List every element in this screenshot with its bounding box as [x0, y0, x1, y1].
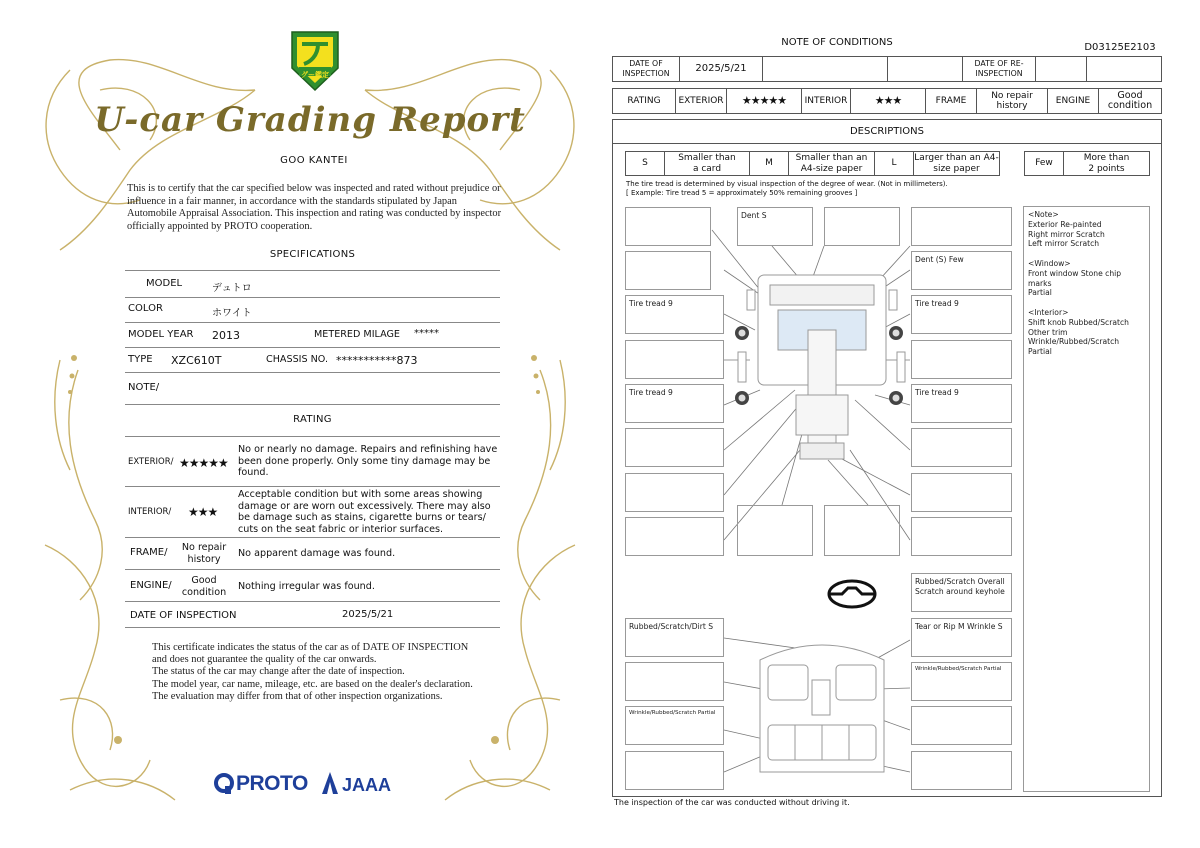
note-line: Wrinkle/Rubbed/Scratch: [1028, 337, 1120, 347]
legend-s-desc: Smaller than a card: [664, 151, 750, 176]
damage-box: [911, 340, 1012, 379]
tire-note-line: [ Example: Tire tread 5 = approximately 50% remaining grooves ]: [626, 189, 858, 197]
document-id: D03125E2103: [1084, 42, 1156, 53]
divider: [125, 347, 500, 348]
frame-value: No repair history: [976, 88, 1048, 114]
note-line: Right mirror Scratch: [1028, 229, 1105, 239]
damage-box: [911, 517, 1012, 556]
inspection-date-label: DATE OF INSPECTION: [130, 610, 237, 621]
damage-box-interior: Wrinkle/Rubbed/Scratch Partial: [625, 706, 724, 745]
divider: [125, 297, 500, 298]
damage-box: [625, 751, 724, 790]
disclaimer-line: The model year, car name, mileage, etc. are based on the dealer's declaration.: [152, 678, 473, 690]
badge-label: グー鑑定: [301, 71, 329, 79]
damage-box: [625, 662, 724, 701]
note-line: [1028, 249, 1145, 259]
damage-box-dent-few: Dent (S) Few: [911, 251, 1012, 290]
interior-stars: ★★★: [188, 505, 218, 519]
note-label: NOTE/: [128, 382, 160, 393]
engine-value: Good condition: [181, 575, 227, 598]
note-line: Other trim: [1028, 327, 1068, 337]
proto-logo: PROTO: [236, 772, 308, 795]
interior-stars: ★★★: [850, 88, 926, 114]
exterior-label: EXTERIOR: [675, 88, 727, 114]
damage-box: [911, 428, 1012, 467]
model-year-value: 2013: [212, 329, 240, 342]
frame-label: FRAME/: [130, 547, 168, 558]
damage-box-dent-s: Dent S: [737, 207, 813, 246]
brand-name: GOO KANTEI: [280, 155, 348, 166]
note-line: Shift knob Rubbed/Scratch: [1028, 317, 1129, 327]
interior-description: Acceptable condition but with some areas showing damage or are worn out excessively. There may also be damage such as stains, cigarette burns or tears/ cuts on the seat fabric or interior surfaces.: [238, 489, 491, 535]
legend-m: M: [749, 151, 789, 176]
engine-description: Nothing irregular was found.: [238, 581, 375, 592]
notes-list: [1023, 206, 1150, 792]
specifications-heading: SPECIFICATIONS: [269, 249, 356, 260]
frame-value: No repair history: [181, 542, 227, 565]
divider: [125, 322, 500, 323]
model-label: MODEL: [146, 278, 183, 289]
note-line: <Interior>: [1028, 307, 1069, 317]
legend-l: L: [874, 151, 914, 176]
damage-box: [737, 505, 813, 556]
divider: [125, 601, 500, 602]
note-line: <Note>: [1028, 210, 1059, 219]
damage-box-interior: Rubbed/Scratch/Dirt S: [625, 618, 724, 657]
divider: [125, 404, 500, 405]
type-value: XZC610T: [171, 354, 222, 367]
engine-label: ENGINE/: [130, 580, 172, 591]
chassis-label: CHASSIS NO.: [266, 354, 329, 365]
damage-box: [625, 473, 724, 512]
inspection-date-value: 2025/5/21: [342, 609, 394, 620]
note-line: [1028, 298, 1145, 308]
steering-wheel-icon: [829, 581, 875, 607]
note-line: Partial: [1028, 288, 1052, 298]
note-line: Left mirror Scratch: [1028, 239, 1100, 249]
frame-description: No apparent damage was found.: [238, 548, 396, 559]
damage-box-tire-fl: Tire tread 9: [625, 295, 724, 334]
note-line: Front window Stone chip marks: [1028, 268, 1122, 288]
report-title: U-car Grading Report: [94, 100, 526, 140]
model-year-label: MODEL YEAR: [128, 329, 194, 340]
note-of-conditions: [600, 0, 1200, 848]
proto-logo-icon: [213, 771, 237, 797]
model-value: デュトロ: [212, 283, 252, 294]
divider: [125, 486, 500, 487]
metered-milage-label: METERED MILAGE: [314, 329, 400, 340]
note-line: Exterior Re-painted: [1028, 219, 1102, 229]
interior-label: INTERIOR/: [128, 507, 172, 517]
note-line: Partial: [1028, 347, 1052, 357]
damage-box: [824, 207, 900, 246]
certification-statement: This is to certify that the car specified below was inspected and rated without prejudice or influence in a fair manner, in accordance with the standards stipulated by Japan Automobile Appraisal Association. This inspection and rating was conducted by inspector officially appointed by PROTO cooperation.: [127, 183, 502, 232]
damage-box-tire-rl: Tire tread 9: [625, 384, 724, 423]
legend-l-desc: Larger than an A4-size paper: [913, 151, 1000, 176]
legend-s: S: [625, 151, 665, 176]
disclaimer-line: The evaluation may differ from that of other inspection organizations.: [152, 690, 443, 702]
damage-box: [911, 207, 1012, 246]
damage-box: [625, 340, 724, 379]
legend-few-desc: More than 2 points: [1063, 151, 1150, 176]
disclaimer-line: The status of the car may change after the date of inspection.: [152, 666, 405, 678]
divider: [125, 270, 500, 271]
exterior-stars: ★★★★★: [179, 456, 228, 470]
conditions-title: NOTE OF CONDITIONS: [781, 37, 893, 48]
exterior-description: No or nearly no damage. Repairs and refinishing have been done properly. Only some tiny damage may be found.: [238, 444, 498, 479]
color-label: COLOR: [128, 303, 163, 314]
date-of-inspection-value: 2025/5/21: [679, 56, 763, 82]
divider: [125, 537, 500, 538]
damage-box: [911, 473, 1012, 512]
jaaa-logo-icon: [320, 770, 340, 796]
jaaa-logo: JAAA: [342, 775, 392, 795]
damage-box-steering: Rubbed/Scratch Overall Scratch around keyhole: [911, 573, 1012, 612]
disclaimer-line: This certificate indicates the status of the car as of DATE OF INSPECTION and does not guarantee the quality of the car onwards.: [152, 642, 469, 666]
chassis-value: ***********873: [336, 354, 418, 367]
note-line: <Window>: [1028, 258, 1071, 268]
rating-label: RATING: [612, 88, 676, 114]
damage-box-interior: Wrinkle/Rubbed/Scratch Partial: [911, 662, 1012, 701]
damage-box: [911, 751, 1012, 790]
damage-box: [824, 505, 900, 556]
damage-box-tire-fr: Tire tread 9: [911, 295, 1012, 334]
type-label: TYPE: [128, 354, 153, 365]
interior-label: INTERIOR: [801, 88, 851, 114]
exterior-stars: ★★★★★: [726, 88, 802, 114]
damage-box: [625, 517, 724, 556]
tire-note-line: The tire tread is determined by visual inspection of the degree of wear. (Not in millimeters).: [626, 180, 948, 188]
certificate-disclaimer: [152, 642, 482, 703]
frame-label: FRAME: [925, 88, 977, 114]
goo-kantei-badge-icon: [288, 30, 342, 92]
damage-box-tire-rr: Tire tread 9: [911, 384, 1012, 423]
date-of-inspection-label: DATE OF INSPECTION: [612, 56, 680, 82]
color-value: ホワイト: [212, 308, 252, 319]
rating-heading: RATING: [293, 414, 332, 425]
legend-few: Few: [1024, 151, 1064, 176]
damage-box-interior: Tear or Rip M Wrinkle S: [911, 618, 1012, 657]
engine-value: Good condition: [1098, 88, 1162, 114]
damage-box: [911, 706, 1012, 745]
damage-box: [625, 251, 711, 290]
divider: [125, 627, 500, 628]
conditions-footer: The inspection of the car was conducted without driving it.: [614, 798, 850, 807]
divider: [125, 436, 500, 437]
engine-label: ENGINE: [1047, 88, 1099, 114]
divider: [125, 372, 500, 373]
metered-milage-value: *****: [414, 328, 439, 339]
descriptions-heading: DESCRIPTIONS: [849, 126, 925, 137]
damage-box: [625, 207, 711, 246]
legend-m-desc: Smaller than an A4-size paper: [788, 151, 875, 176]
date-of-reinspection-label: DATE OF RE-INSPECTION: [962, 56, 1036, 82]
exterior-label: EXTERIOR/: [128, 457, 174, 467]
divider: [125, 569, 500, 570]
damage-box: [625, 428, 724, 467]
